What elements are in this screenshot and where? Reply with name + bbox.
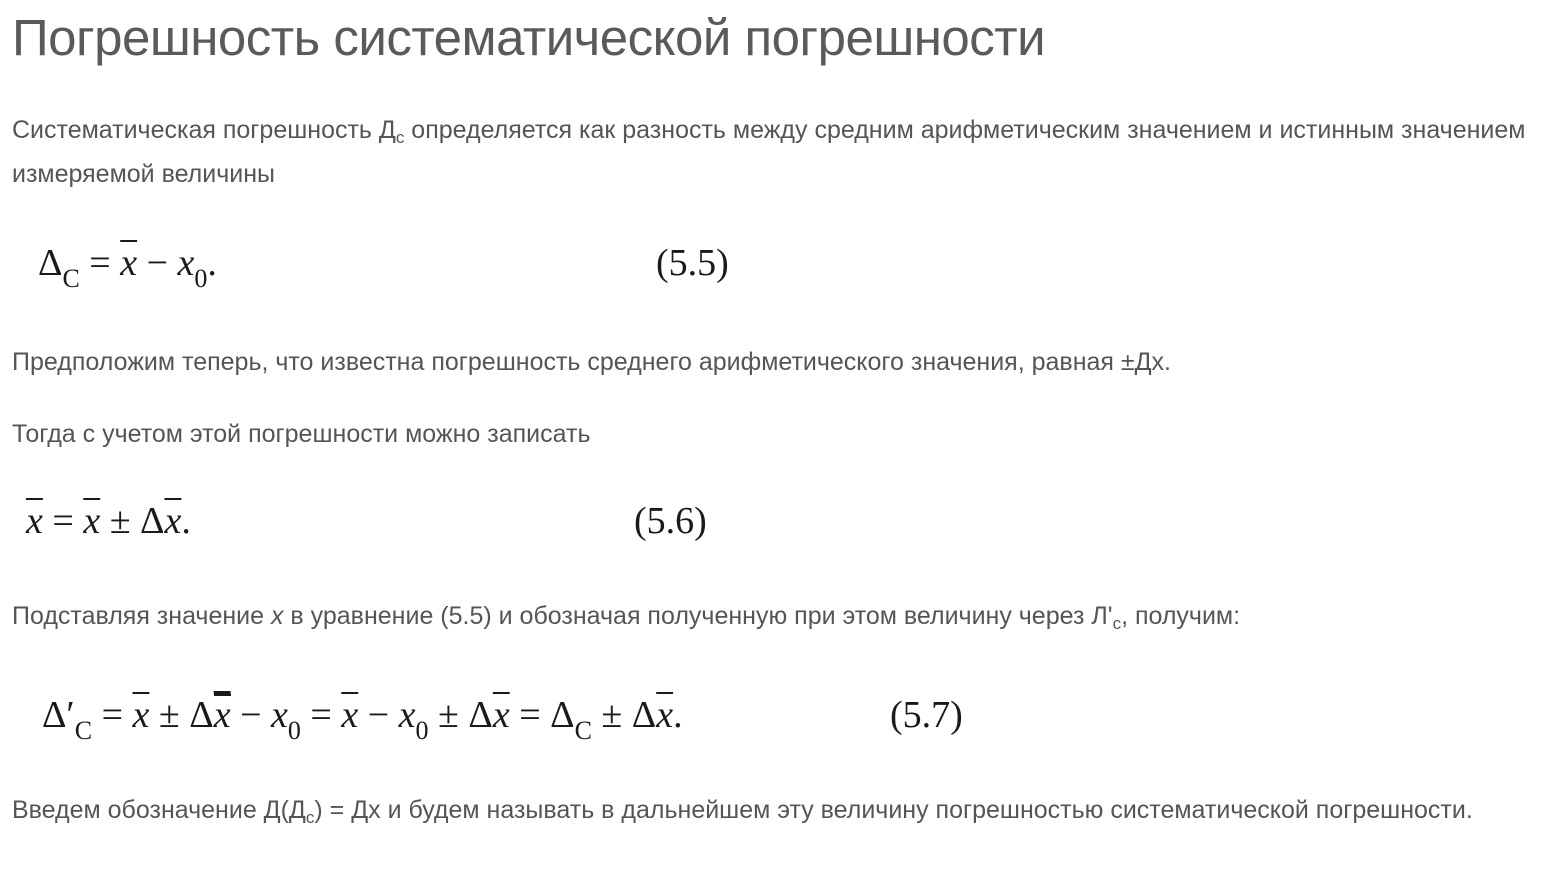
paragraph-text: определяется как разность между средним арифметическим значением и истинным значением измеряемой величины (12, 116, 1526, 188)
paragraph-definition (12, 108, 1560, 196)
variable-x: x (398, 694, 416, 736)
formula-5-7 (42, 690, 683, 745)
formula-5-5 (38, 238, 217, 293)
equation-number-5-7: (5.7) (890, 694, 963, 736)
paragraph-text: Введем обозначение Д(Д (12, 796, 306, 824)
variable-xbar: $\overline{x}$ (656, 694, 674, 736)
paragraph-text: Систематическая погрешность Д (12, 116, 396, 144)
subscript: 0 (415, 716, 429, 745)
variable-x: x (271, 694, 288, 736)
delta-symbol: Δ (38, 242, 63, 284)
subscript: c (1112, 614, 1122, 633)
subscript: C (74, 716, 93, 745)
operator: = (42, 500, 84, 542)
operator: = (92, 694, 133, 736)
subscript: C (574, 716, 592, 745)
operator: = (300, 694, 342, 736)
operator: ± Δ (591, 694, 657, 736)
paragraph-then: Тогда с учетом этой погрешности можно записать (12, 420, 591, 448)
formula-5-6 (26, 496, 191, 546)
subscript: C (62, 264, 80, 293)
operator: ± Δ (428, 694, 493, 736)
operator: ± Δ (100, 500, 165, 542)
variable-xbar: $\overline{x}$ (492, 694, 510, 736)
variable-xbar: $\overline{x}$ (120, 242, 138, 284)
variable-xbar: $\overline{x}$ (164, 500, 182, 542)
punctuation: . (181, 500, 191, 542)
variable-x: x (270, 602, 284, 630)
variable-x: x (177, 242, 195, 284)
operator: − (137, 242, 178, 284)
operator: − (230, 694, 272, 736)
paragraph-text: в уравнение (5.5) и обозначая полученную при этом величину через Л' (283, 602, 1113, 630)
paragraph-substitution (12, 594, 1560, 638)
variable-xbar: $\overline{x}$ (132, 694, 150, 736)
operator: ± Δ (149, 694, 214, 736)
subscript: 0 (194, 264, 208, 293)
variable-xbar: $\overline{x}$ (341, 694, 359, 736)
paragraph-assumption: Предположим теперь, что известна погрешность среднего арифметического значения, равная ±Дх. (12, 348, 1171, 376)
subscript: 0 (287, 716, 301, 745)
equation-number-5-5: (5.5) (656, 242, 729, 284)
operator: = (79, 242, 121, 284)
subscript: c (305, 808, 315, 827)
paragraph-text: Подставляя значение (12, 602, 271, 630)
paragraph-text: , получим: (1121, 602, 1241, 630)
paragraph-text: ) = Дх и будем называть в дальнейшем эту величину погрешностью систематической погрешности. (314, 796, 1473, 824)
paragraph-notation (12, 788, 1560, 832)
double-overline (213, 694, 231, 736)
operator: − (358, 694, 399, 736)
page-title: Погрешность систематической погрешности (12, 9, 1046, 66)
variable-xbar: $\overline{x}$ (213, 694, 231, 736)
punctuation: . (207, 242, 217, 284)
punctuation: . (673, 694, 683, 736)
variable-xbar: $\overline{x}$ (26, 500, 43, 542)
variable-xbar: $\overline{x}$ (83, 500, 101, 542)
equation-number-5-6: (5.6) (634, 500, 707, 542)
operator: = Δ (509, 694, 575, 736)
subscript: c (395, 128, 405, 147)
delta-prime-symbol: Δ′ (42, 694, 75, 736)
